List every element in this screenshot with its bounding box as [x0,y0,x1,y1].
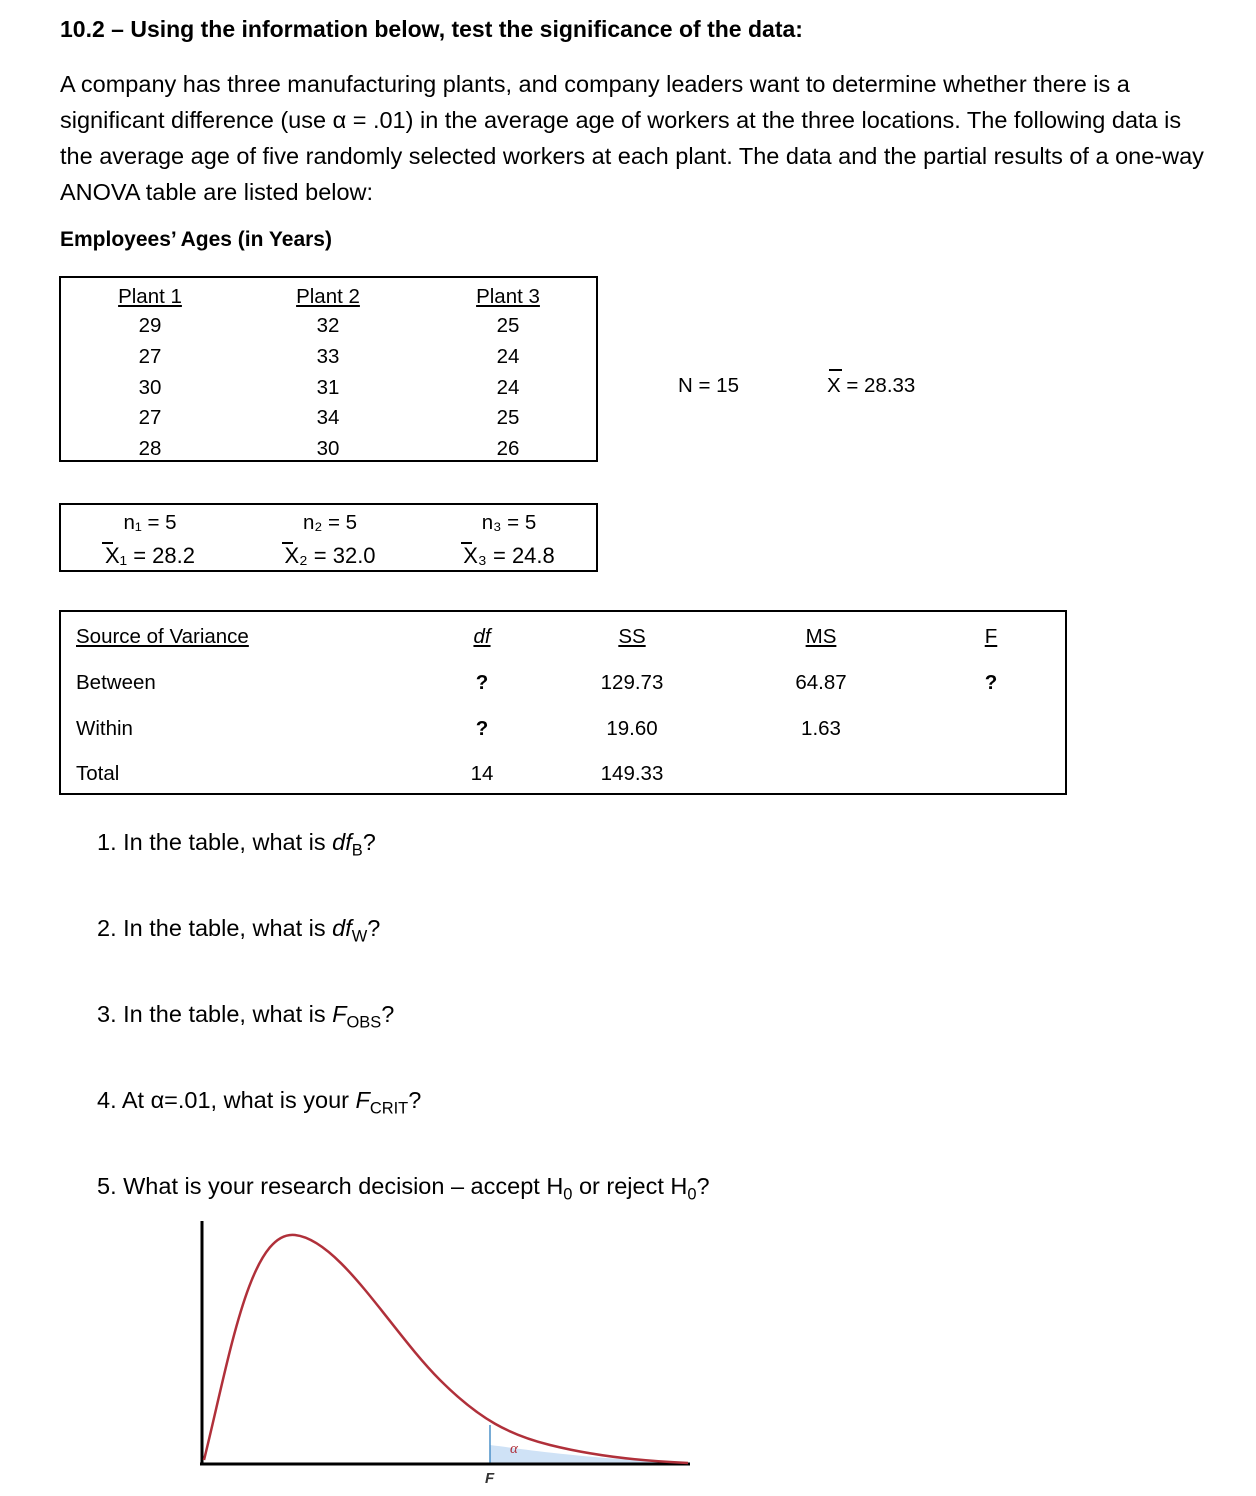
q5-sub2: 0 [687,1185,697,1204]
plant-1-value: 27 [138,406,162,429]
plant-3-value: 26 [496,437,520,460]
plant-2-value: 34 [316,406,340,429]
anova-between-ms: 64.87 [795,671,847,694]
anova-table [59,610,1067,795]
q1-sub: B [351,841,363,860]
q3-text: 3. In the table, what is [97,1001,333,1027]
q4-sub: CRIT [369,1099,409,1118]
q3-end: ? [381,1001,395,1027]
q5-text: 5. What is your research decision – accept H [97,1173,564,1199]
plant-1-value: 30 [138,376,162,399]
question-2 [97,915,380,947]
mean1-text: X₁ = 28.2 [105,543,195,568]
anova-row-within-label: Within [76,717,133,740]
mean3-label [449,543,569,569]
q2-var: df [332,915,352,941]
anova-total-ss: 149.33 [600,762,664,785]
n1-label: n₁ = 5 [123,511,177,534]
plant-3-value: 25 [496,314,520,337]
overline-mark [461,542,472,544]
n2-label: n₂ = 5 [302,511,358,534]
q5-end: ? [696,1173,710,1199]
anova-header-ss: SS [618,625,646,648]
grand-mean [827,374,915,398]
q4-text: 4. At α=.01, what is your [97,1087,356,1113]
anova-within-df: ? [475,717,489,740]
q4-end: ? [408,1087,422,1113]
q1-text: 1. In the table, what is [97,829,333,855]
anova-row-total-label: Total [76,762,120,785]
plant-1-value: 28 [138,437,162,460]
f-axis-label: F [485,1470,495,1487]
q5-sub1: 0 [563,1185,573,1204]
mean1-label [90,543,210,569]
problem-paragraph: A company has three manufacturing plants, and company leaders want to determine whether there is a significant difference (use α = .01) in the average age of workers at the three locations. The following data is the average age of five randomly selected workers at each plant. The data and the partial results of a one-way ANOVA table are listed below: [60,71,1204,205]
f-distribution-graph [190,1215,700,1495]
plant-data-table [59,276,598,462]
overline-mark [282,542,293,544]
anova-between-ss: 129.73 [600,671,664,694]
grand-mean-text: X = 28.33 [827,374,916,397]
plant-3-value: 24 [496,376,520,399]
plant-2-value: 30 [316,437,340,460]
problem-heading: 10.2 – Using the information below, test the significance of the data: [60,16,803,42]
total-n: N = 15 [678,374,739,397]
plant-1-header: Plant 1 [118,285,182,308]
anova-header-df: df [473,625,491,648]
anova-header-f: F [984,625,998,648]
anova-within-ss: 19.60 [606,717,658,740]
mean2-text: X₂ = 32.0 [284,543,376,568]
anova-between-f: ? [984,671,998,694]
q2-sub: W [351,927,368,946]
plant-2-header: Plant 2 [296,285,360,308]
question-3 [97,1001,394,1033]
q1-end: ? [362,829,376,855]
q2-text: 2. In the table, what is [97,915,333,941]
q4-var: F [355,1087,370,1113]
plant-3-header: Plant 3 [476,285,540,308]
overline-mark [102,542,113,544]
f-curve [204,1235,688,1463]
plant-2-value: 33 [316,345,340,368]
question-1 [97,829,376,861]
n3-label: n₃ = 5 [481,511,537,534]
mean2-label [270,543,390,569]
plant-1-value: 29 [138,314,162,337]
plant-1-value: 27 [138,345,162,368]
q1-var: df [332,829,352,855]
anova-row-between-label: Between [76,671,156,694]
group-summary-box [59,503,598,572]
q3-sub: OBS [346,1013,382,1032]
q3-var: F [332,1001,347,1027]
plant-2-value: 31 [316,376,340,399]
anova-header-ms: MS [805,625,837,648]
mean3-text: X₃ = 24.8 [463,543,555,568]
anova-header-source: Source of Variance [76,625,249,648]
overline-mark [829,369,842,371]
anova-between-df: ? [475,671,489,694]
table-subheading: Employees’ Ages (in Years) [60,228,332,251]
plant-3-value: 25 [496,406,520,429]
plant-2-value: 32 [316,314,340,337]
anova-total-df: 14 [470,762,494,785]
q2-end: ? [367,915,381,941]
q5-mid: or reject H [572,1173,688,1199]
question-5 [97,1173,710,1205]
anova-within-ms: 1.63 [801,717,841,740]
plant-3-value: 24 [496,345,520,368]
alpha-label: α [510,1441,518,1457]
question-4 [97,1087,421,1119]
